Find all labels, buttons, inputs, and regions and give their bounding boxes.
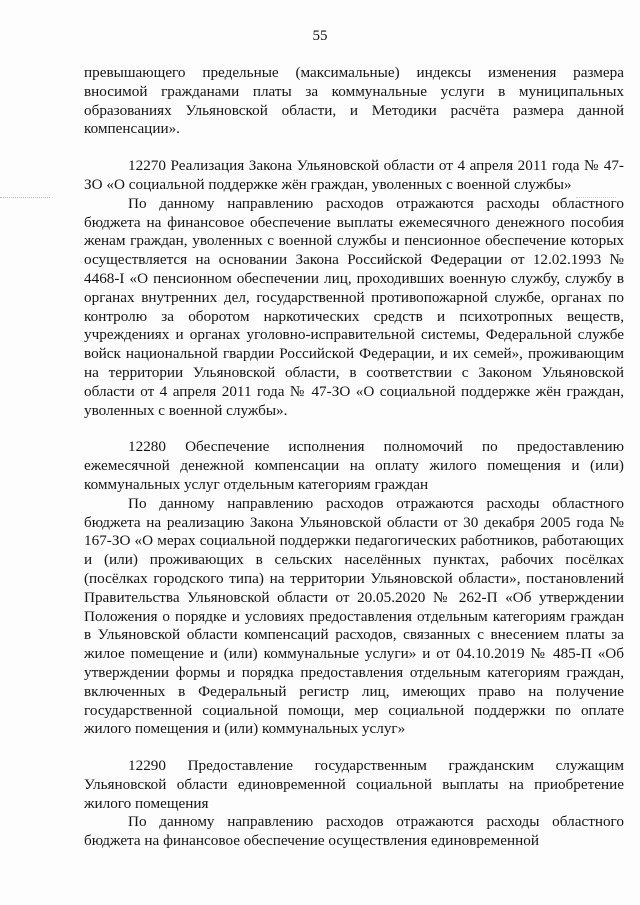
scan-artifact [0,197,50,202]
document-body [84,64,624,851]
continuation-paragraph: превышающего предельные (максимальные) индексы изменения размера вносимой гражданами платы за коммунальные услуги в муниципальных образованиях Ульяновской области, и Методики расчёта размера данной компенсации». [84,64,624,138]
section-heading-12280: 12280 Обеспечение исполнения полномочий по предоставлению ежемесячной денежной компенсации на оплату жилого помещения и (или) коммунальных услуг отдельным категориям граждан [84,438,624,493]
page-number: 55 [312,28,328,44]
section-heading-12270: 12270 Реализация Закона Ульяновской области от 4 апреля 2011 года № 47-ЗО «О социальной поддержке жён граждан, уволенных с военной службы» [84,157,624,193]
section-body-12280: По данному направлению расходов отражаются расходы областного бюджета на реализацию Закона Ульяновской области от 30 декабря 2005 года № 167-ЗО «О мерах социальной поддержки педагогических работников, работающих и (или) проживающих в сельских населённых пунктах, рабочих посёлках (посёлках городского типа) на территории Ульяновской области», постановлений Правительства Ульяновской области от 20.05.2020 № 262-П «Об утверждении Положения о порядке и условиях предоставления отдельным категориям граждан в Ульяновской области компенсаций расходов, связанных с внесением платы за жилое помещение и (или) коммунальные услуги» и от 04.10.2019 № 485-П «Об утверждении формы и порядка предоставления отдельным категориям граждан, включенных в Федеральный регистр лиц, имеющих право на получение государственной социальной помощи, мер социальной поддержки по оплате жилого помещения и (или) коммунальных услуг» [84,494,624,738]
section-heading-12290: 12290 Предоставление государственным гражданским служащим Ульяновской области единовременной социальной выплаты на приобретение жилого помещения [84,757,624,812]
section-body-12290: По данному направлению расходов отражаются расходы областного бюджета на финансовое обеспечение осуществления единовременной [84,813,624,850]
section-body-12270: По данному направлению расходов отражаются расходы областного бюджета на финансовое обеспечение выплаты ежемесячного денежного пособия женам граждан, уволенных с военной службы и пенсионное обеспечение которых осуществляется на основании Закона Российской Федерации от 12.02.1993 № 4468-I «О пенсионном обеспечении лиц, проходивших военную службу, службу в органах внутренних дел, государственной противопожарной службе, органах по контролю за оборотом наркотических средств и психотропных веществ, учреждениях и органах уголовно-исправительной системы, Федеральной службе войск национальной гвардии Российской Федерации, и их семей», проживающим на территории Ульяновской области, в соответствии с Законом Ульяновской области от 4 апреля 2011 года № 47-ЗО «О социальной поддержке жён граждан, уволенных с военной службы». [84,194,624,419]
